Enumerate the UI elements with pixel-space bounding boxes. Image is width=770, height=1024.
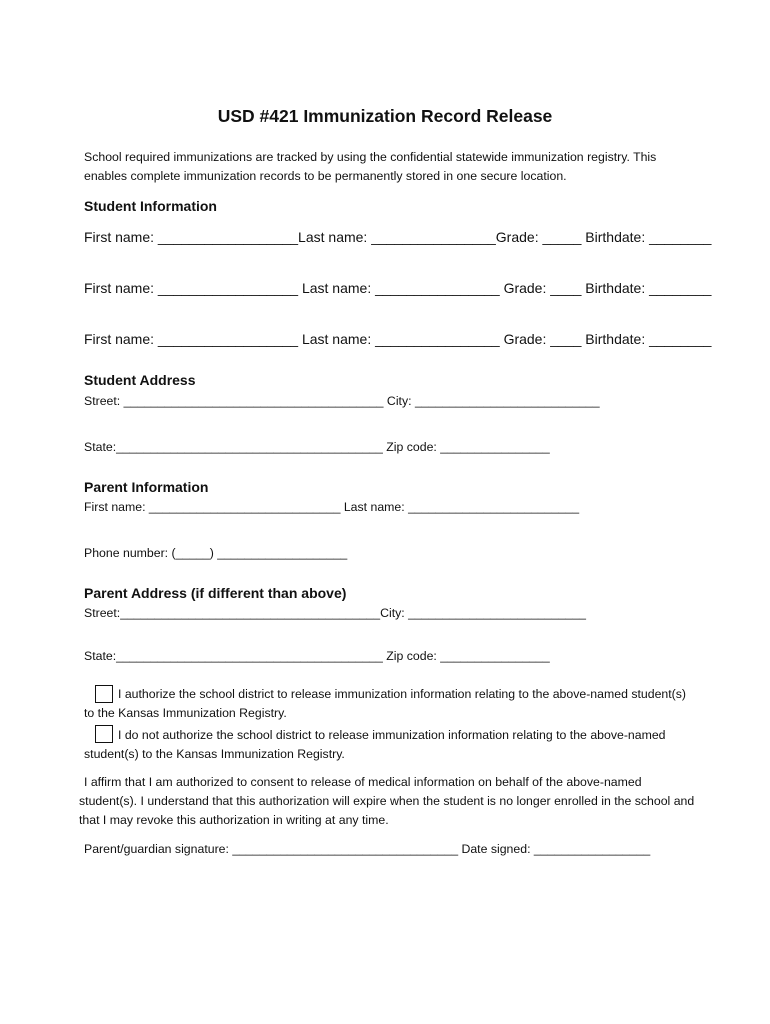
authorize-line-1: I authorize the school district to release immunization information relating to the above-named student(s) xyxy=(118,687,686,701)
page-title: USD #421 Immunization Record Release xyxy=(217,106,553,126)
student-row-3[interactable]: First name: __________________ Last name: ________________ Grade: ____ Birthdate: ________ xyxy=(84,331,712,347)
parent-name-line[interactable]: First name: ____________________________ Last name: _________________________ xyxy=(84,500,580,514)
parent-state-line[interactable]: State:_______________________________________ Zip code: ________________ xyxy=(84,649,550,663)
student-row-1[interactable]: First name: __________________Last name: ________________Grade: _____ Birthdate: ________ xyxy=(84,229,712,245)
parent-street-line[interactable]: Street:______________________________________City: __________________________ xyxy=(84,606,586,620)
student-row-2[interactable]: First name: __________________ Last name: ________________ Grade: ____ Birthdate: ________ xyxy=(84,280,712,296)
authorize-checkbox[interactable] xyxy=(95,685,113,703)
parent-address-heading: Parent Address (if different than above) xyxy=(84,585,347,601)
intro-line-2: enables complete immunization records to be permanently stored in one secure location. xyxy=(84,169,567,183)
authorize-line-2: to the Kansas Immunization Registry. xyxy=(84,706,287,720)
not-authorize-line-1: I do not authorize the school district to release immunization information relating to the above-named xyxy=(118,728,666,742)
affirmation-line-1: I affirm that I am authorized to consent to release of medical information on behalf of the above-named xyxy=(84,775,642,789)
intro-line-1: School required immunizations are tracked by using the confidential statewide immunization registry. This xyxy=(84,150,657,164)
affirmation-line-2: student(s). I understand that this authorization will expire when the student is no longer enrolled in the school and xyxy=(79,794,695,808)
signature-line[interactable]: Parent/guardian signature: _________________________________ Date signed: _________________ xyxy=(84,842,651,856)
parent-information-heading: Parent Information xyxy=(84,479,209,495)
affirmation-line-3: that I may revoke this authorization in writing at any time. xyxy=(79,813,389,827)
student-address-heading: Student Address xyxy=(84,372,196,388)
student-information-heading: Student Information xyxy=(84,198,217,214)
student-street-line[interactable]: Street: ______________________________________ City: ___________________________ xyxy=(84,394,600,408)
parent-phone-line[interactable]: Phone number: (_____) ___________________ xyxy=(84,546,348,560)
student-state-line[interactable]: State:_______________________________________ Zip code: ________________ xyxy=(84,440,550,454)
not-authorize-line-2: student(s) to the Kansas Immunization Registry. xyxy=(84,747,345,761)
not-authorize-checkbox[interactable] xyxy=(95,725,113,743)
